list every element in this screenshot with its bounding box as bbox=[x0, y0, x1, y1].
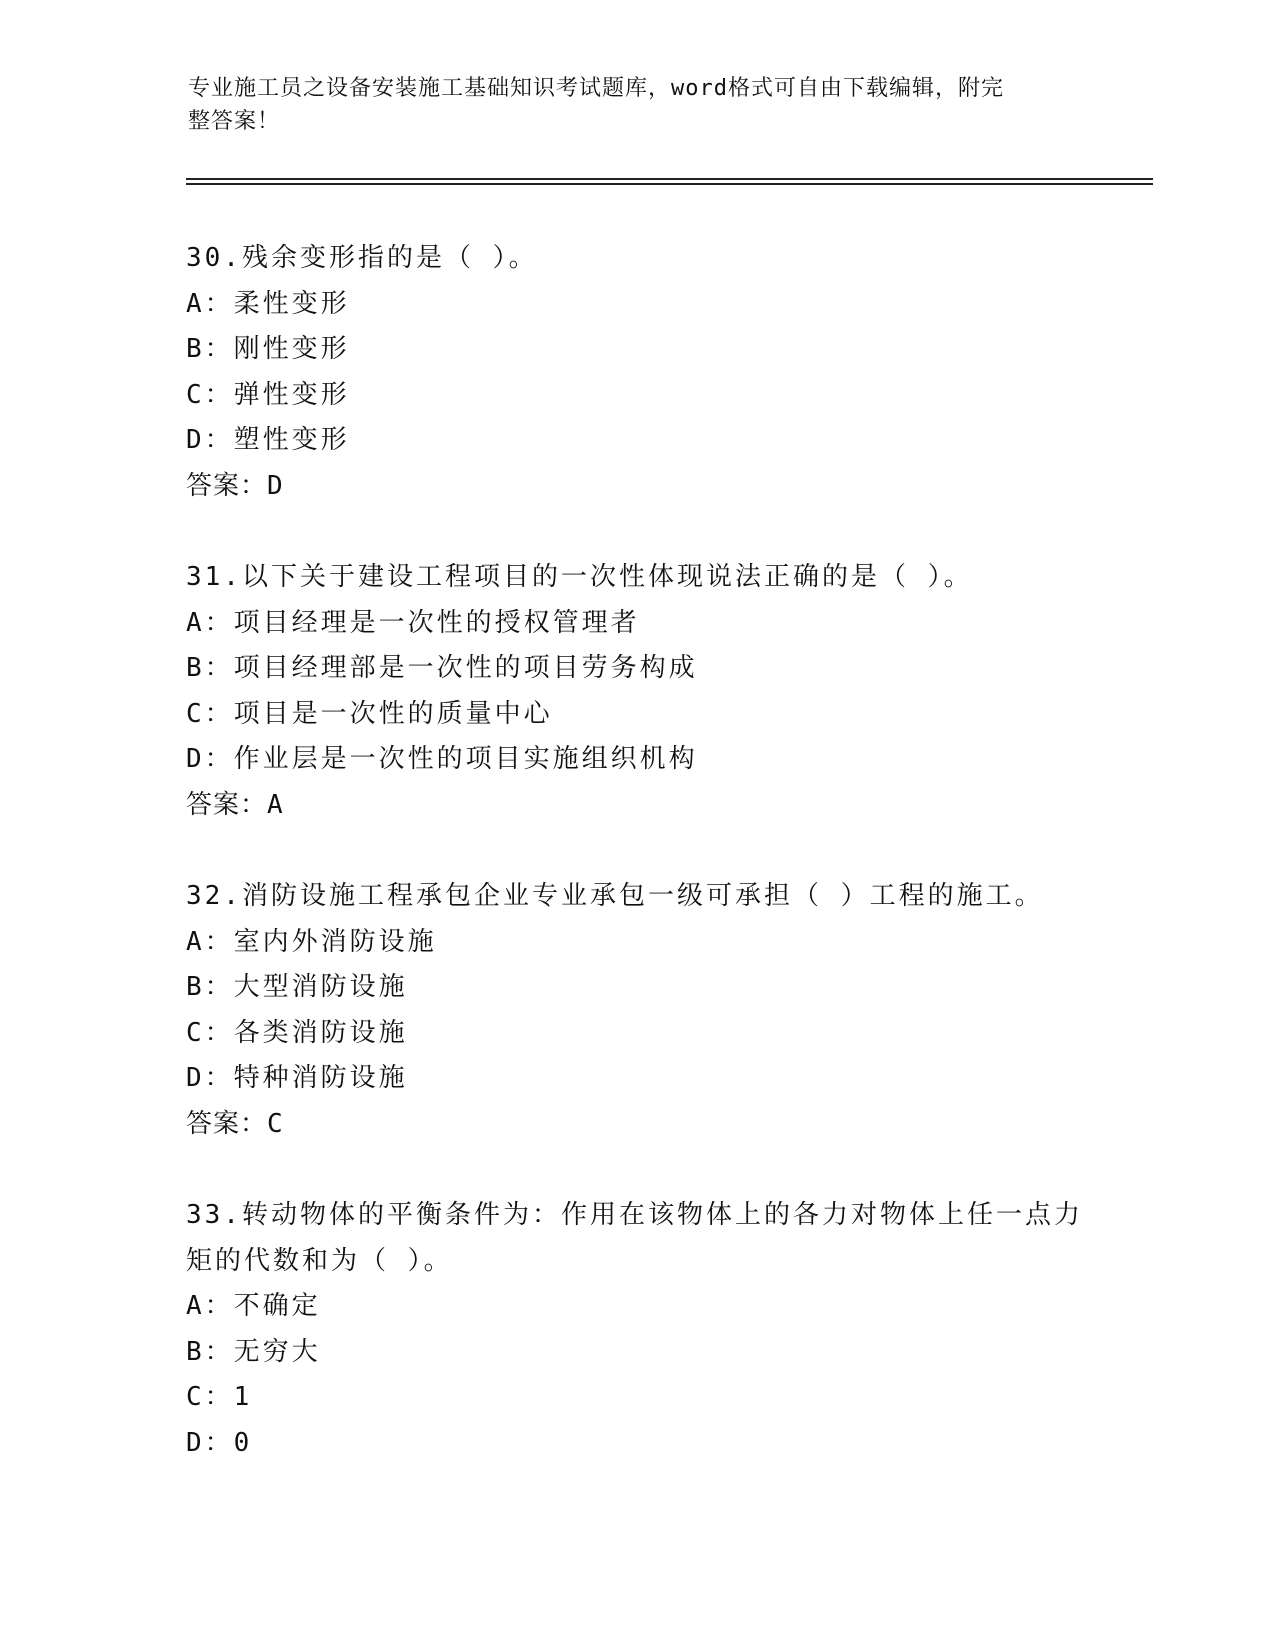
option-b: B：大型消防设施 bbox=[186, 972, 408, 1002]
option-d: D：作业层是一次性的项目实施组织机构 bbox=[186, 744, 698, 774]
option-c: C：1 bbox=[186, 1382, 253, 1412]
option-a: A：柔性变形 bbox=[186, 288, 350, 319]
question-32 bbox=[186, 874, 1086, 1147]
question-stem-line-1: 33.转动物体的平衡条件为：作用在该物体上的各力对物体上任一点力 bbox=[186, 1200, 1083, 1230]
option-b: B：刚性变形 bbox=[186, 334, 350, 364]
question-33 bbox=[186, 1193, 1086, 1466]
question-stem: 32.消防设施工程承包企业专业承包一级可承担（ ）工程的施工。 bbox=[186, 881, 1044, 911]
document-header bbox=[188, 72, 1068, 138]
header-line-2: 整答案！ bbox=[188, 109, 281, 134]
option-a: A：不确定 bbox=[186, 1291, 321, 1321]
header-line-1: 专业施工员之设备安装施工基础知识考试题库，word格式可自由下载编辑，附完 bbox=[188, 76, 1004, 101]
question-31 bbox=[186, 555, 1086, 828]
question-30 bbox=[186, 236, 1086, 509]
header-divider-bottom bbox=[186, 183, 1153, 185]
answer-line: 答案：A bbox=[186, 789, 284, 820]
answer-line: 答案：D bbox=[186, 470, 284, 501]
question-stem: 30.残余变形指的是（ ）。 bbox=[186, 243, 538, 273]
question-stem-line-2: 矩的代数和为（ ）。 bbox=[186, 1245, 453, 1276]
option-d: D：0 bbox=[186, 1427, 253, 1458]
question-stem: 31.以下关于建设工程项目的一次性体现说法正确的是（ ）。 bbox=[186, 562, 973, 592]
option-d: D：特种消防设施 bbox=[186, 1063, 408, 1093]
option-b: B：无穷大 bbox=[186, 1336, 321, 1367]
option-a: A：项目经理是一次性的授权管理者 bbox=[186, 607, 640, 638]
option-b: B：项目经理部是一次性的项目劳务构成 bbox=[186, 653, 698, 683]
option-c: C：各类消防设施 bbox=[186, 1017, 408, 1048]
header-divider-top bbox=[186, 178, 1153, 180]
answer-line: 答案：C bbox=[186, 1108, 284, 1139]
option-c: C：项目是一次性的质量中心 bbox=[186, 698, 553, 729]
option-a: A：室内外消防设施 bbox=[186, 926, 437, 957]
option-c: C：弹性变形 bbox=[186, 379, 350, 410]
option-d: D：塑性变形 bbox=[186, 425, 350, 455]
